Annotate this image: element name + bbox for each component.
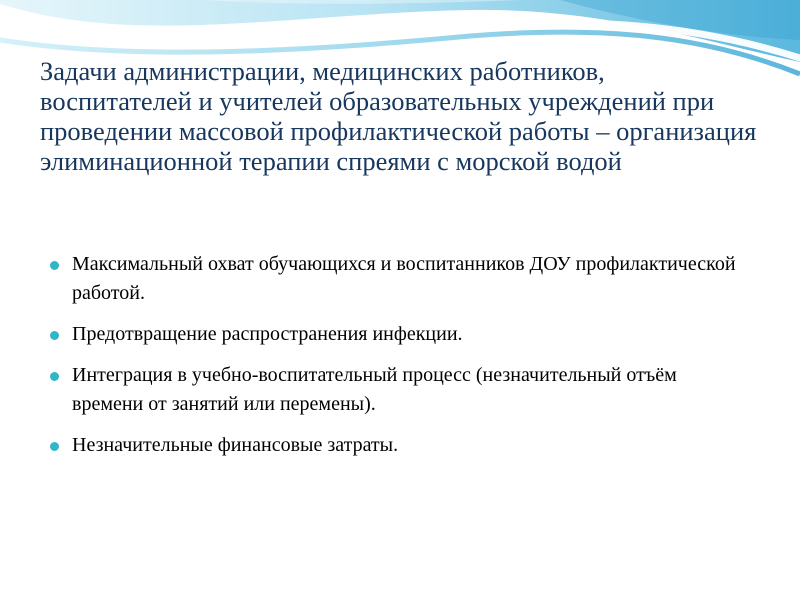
bullet-list [48,250,748,472]
bullet-dot-icon [50,372,59,381]
list-item-text: Предотвращение распространения инфекции. [72,323,463,345]
list-item-text: Интеграция в учебно-воспитательный процесс (незначительный отъём времени от занятий или перемены). [72,364,677,415]
bullet-dot-icon [50,331,59,340]
bullet-dot-icon [50,261,59,270]
list-item [48,361,748,419]
bullet-dot-icon [50,442,59,451]
list-item [48,250,748,308]
list-item [48,431,748,460]
list-item-text: Незначительные финансовые затраты. [72,434,399,456]
list-item-text: Максимальный охват обучающихся и воспитанников ДОУ профилактической работой. [72,253,736,304]
slide-title: Задачи администрации, медицинских работников, воспитателей и учителей образовательных учреждений при проведении массовой профилактической работы – организация элиминационной терапии спреями с морской водой [40,56,757,176]
list-item [48,320,748,349]
